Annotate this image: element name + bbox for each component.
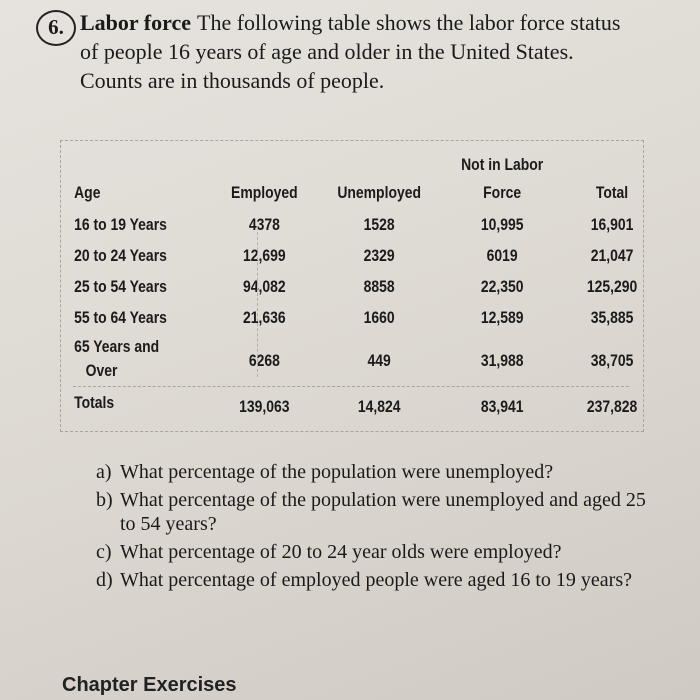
- row-total: 38,705: [590, 351, 634, 370]
- row-total: 16,901: [590, 215, 634, 234]
- row-not-in-labor: 31,988: [480, 351, 524, 370]
- question-item: [96, 540, 656, 564]
- totals-employed: 139,063: [239, 397, 290, 416]
- row-total: 21,047: [590, 246, 634, 265]
- header-not-in-labor-line1: Not in Labor: [461, 155, 544, 174]
- problem-text-block: [80, 8, 636, 95]
- row-employed: 21,636: [243, 308, 286, 327]
- row-age: 16 to 19 Years: [74, 215, 167, 234]
- question-text: What percentage of employed people were aged 16 to 19 years?: [120, 569, 632, 591]
- chapter-exercises-heading: Chapter Exercises: [62, 674, 237, 696]
- totals-not-in-labor: 83,941: [480, 397, 524, 416]
- totals-rule: [73, 386, 629, 387]
- row-age-line2: Over: [85, 361, 118, 380]
- header-employed: Employed: [231, 183, 298, 202]
- row-age: 20 to 24 Years: [74, 246, 167, 265]
- row-total: 35,885: [590, 308, 634, 327]
- row-employed: 94,082: [243, 277, 286, 296]
- question-text: What percentage of 20 to 24 year olds were employed?: [120, 541, 562, 563]
- question-item: [96, 460, 656, 484]
- row-age: 55 to 64 Years: [74, 308, 167, 327]
- row-not-in-labor: 12,589: [480, 308, 524, 327]
- problem-body: The following table shows the labor force status of people 16 years of age and older in the United States. Counts are in thousands of people.: [80, 10, 621, 93]
- row-employed: 12,699: [243, 246, 286, 265]
- question-letter: d): [96, 569, 113, 591]
- row-unemployed: 449: [367, 351, 391, 370]
- totals-unemployed: 14,824: [357, 397, 401, 416]
- problem-number: 6.: [36, 10, 76, 46]
- row-total: 125,290: [586, 277, 638, 296]
- question-item: [96, 488, 656, 536]
- row-unemployed: 8858: [363, 277, 395, 296]
- row-employed: 6268: [248, 351, 280, 370]
- row-unemployed: 1528: [363, 215, 395, 234]
- question-letter: c): [96, 541, 112, 563]
- labor-force-table: [60, 140, 644, 432]
- row-unemployed: 2329: [363, 246, 395, 265]
- row-employed: 4378: [248, 215, 280, 234]
- totals-label: Totals: [74, 393, 115, 412]
- question-text: What percentage of the population were unemployed?: [120, 461, 554, 483]
- question-list: [96, 460, 656, 596]
- header-age: Age: [74, 183, 101, 202]
- row-age: 25 to 54 Years: [74, 277, 167, 296]
- question-text: What percentage of the population were unemployed and aged 25 to 54 years?: [120, 489, 646, 535]
- header-total: Total: [595, 183, 629, 202]
- column-divider: [257, 227, 258, 377]
- problem-title: Labor force: [80, 10, 191, 35]
- row-not-in-labor: 22,350: [480, 277, 524, 296]
- row-not-in-labor: 10,995: [480, 215, 524, 234]
- header-unemployed: Unemployed: [337, 183, 421, 202]
- totals-total: 237,828: [586, 397, 638, 416]
- row-not-in-labor: 6019: [486, 246, 518, 265]
- row-age-line1: 65 Years and: [74, 337, 160, 356]
- question-item: [96, 568, 656, 592]
- problem-statement: [36, 8, 636, 95]
- header-not-in-labor-line2: Force: [483, 183, 522, 202]
- row-unemployed: 1660: [363, 308, 395, 327]
- question-letter: b): [96, 489, 113, 511]
- question-letter: a): [96, 461, 112, 483]
